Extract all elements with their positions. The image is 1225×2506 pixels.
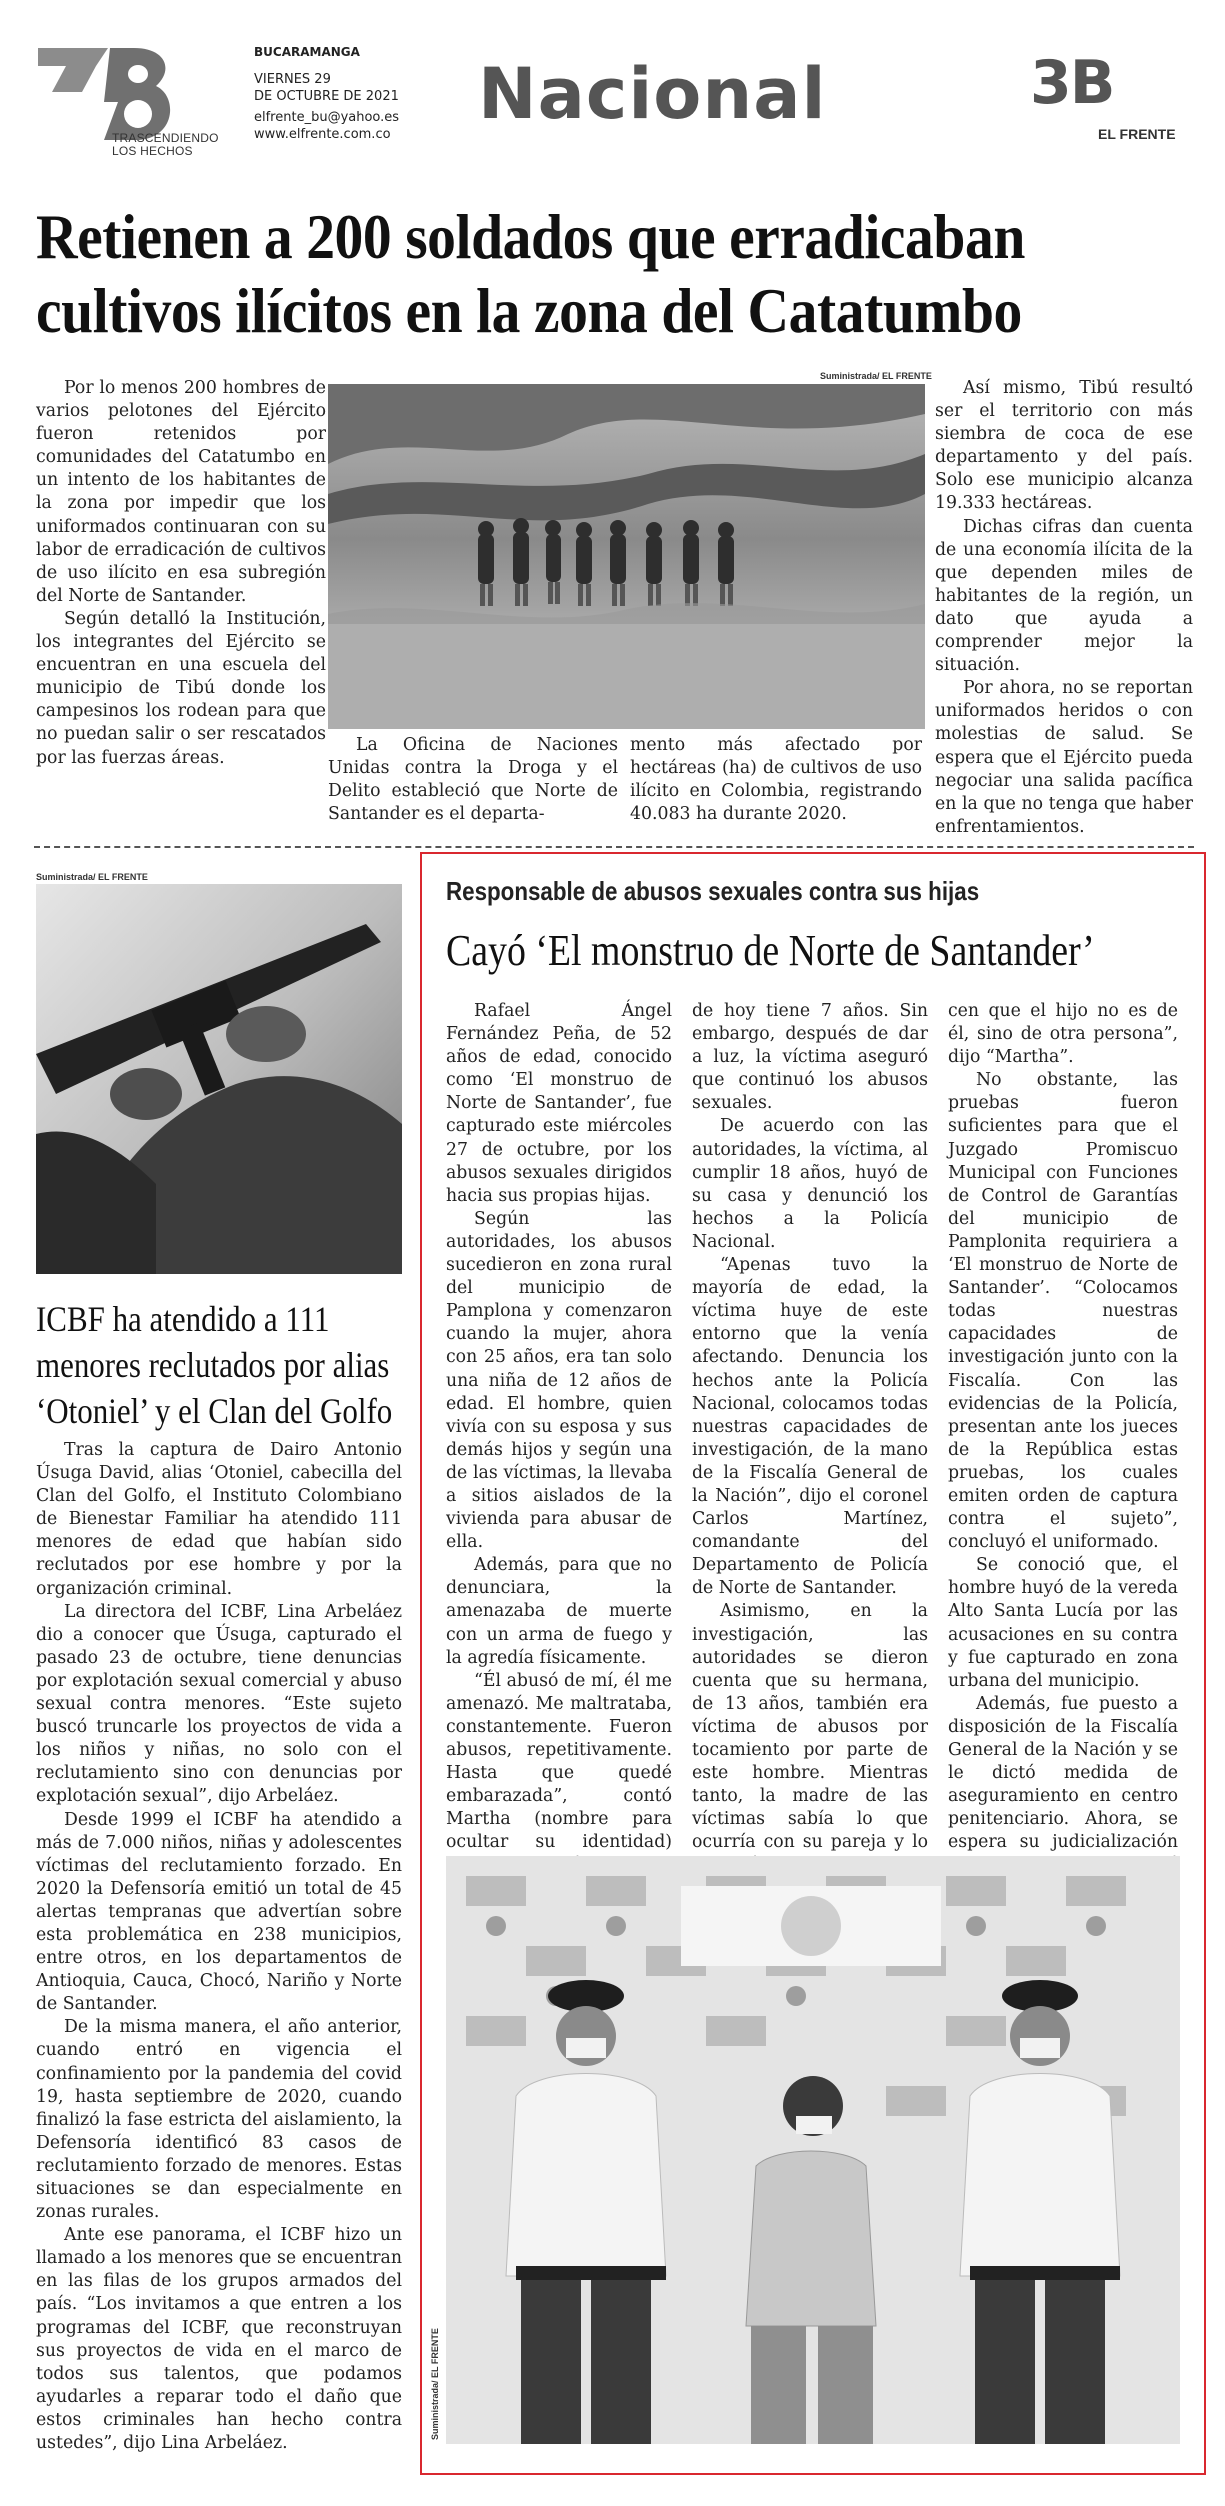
featured-paragraph: “Él abusó de mí, él me amenazó. Me maltrataba, constantemente. Fueron abusos, repetitivamente. Hasta que quedé embarazada”, contó Martha (nombre para ocultar su identidad) — [446, 1670, 672, 1853]
page-number: 3B — [1030, 48, 1114, 118]
featured-paragraph: Se conoció que, el hombre huyó de la vereda Alto Santa Lucía por las acusaciones en su contra y fue capturado en zona urbana del municipio. — [948, 1555, 1178, 1691]
logo-tagline: TRASCENDIENDO LOS HECHOS — [112, 131, 219, 158]
icbf-paragraph: De la misma manera, el año anterior, cuando entró en vigencia el confinamiento por la pandemia del covid 19, hasta septiembre de 2020, cuando finalizó la fase estricta del aislamiento, la Defensoría identificó 83 casos de reclutamiento forzado de menores. Estas situaciones se dan especialmente en zonas rurales. — [36, 2017, 402, 2223]
lead-photo-credit: Suministrada/ EL FRENTE — [820, 371, 932, 381]
caption-text: mento más afectado por hectáreas (ha) de cultivos de uso ilícito en Colombia, registrando 40.083 ha durante 2020. — [630, 735, 922, 825]
lead-paragraph: Según detalló la Institución, los integrantes del Ejército se encuentran en una escuela del municipio de Tibú donde los campesinos los rodean para que no puedan salir o ser rescatados por las fuerzas áreas. — [36, 608, 326, 768]
issue-date: DE OCTUBRE DE 2021 — [254, 89, 399, 104]
website: www.elfrente.com.co — [254, 127, 391, 142]
lead-paragraph: Dichas cifras dan cuenta de una economía ilícita de la que dependen miles de habitantes de la región, un dato que ayuda a comprender mejor la situación. — [935, 516, 1193, 676]
city-label: BUCARAMANGA — [254, 45, 360, 59]
lead-caption-a — [328, 734, 618, 826]
icbf-headline: ICBF ha atendido a 111 menores reclutados por alias ‘Otoniel’ y el Clan del Golfo — [36, 1299, 393, 1431]
featured-paragraph: de hoy tiene 7 años. Sin embargo, después de dar a luz, la víctima aseguró que continuó los abusos sexuales. — [692, 1001, 928, 1114]
featured-paragraph: Según las autoridades, los abusos sucedieron en zona rural del municipio de Pamplona y comenzaron cuando la mujer, ahora con 25 años, era tan solo una niña de 12 años de edad. El hombre, quien vivía con su esposa y sus demás hijos y según una de las víctimas, la llevaba a sitios aislados de la vivienda para abusar de ella. — [446, 1208, 672, 1553]
brand-label: EL FRENTE — [1098, 126, 1176, 142]
contact-email: elfrente_bu@yahoo.es — [254, 110, 400, 125]
icbf-body — [36, 1439, 402, 2455]
section-divider — [34, 846, 1194, 848]
featured-paragraph: Asimismo, en la investigación, las autoridades se dieron cuenta que su hermana, de 13 años, también era víctima de abusos por tocamiento por parte de este hombre. Mientras tanto, la madre de las víctimas sabía lo que ocurría con su pareja y lo — [692, 1601, 928, 1853]
lead-paragraph: Por lo menos 200 hombres de varios pelotones del Ejército fueron retenidos por comunidades del Catatumbo en un intento de los habitantes de la zona por impedir que los uniformados continuaran con su labor de erradicación de cultivos de uso ilícito en esa subregión del Norte de Santander. — [36, 378, 326, 606]
issue-meta — [254, 44, 399, 143]
lead-column-1 — [36, 377, 326, 770]
featured-headline: Cayó ‘El monstruo de Norte de Santander’ — [446, 926, 1095, 975]
arrest-photo-credit: Suministrada/ EL FRENTE — [430, 2328, 440, 2440]
icbf-paragraph: Tras la captura de Dairo Antonio Úsuga David, alias ‘Otoniel, cabecilla del Clan del Golfo, el Instituto Colombiano de Bienestar Familiar ha atendido 111 menores de edad que habían sido reclutados por ese hombre y por la organización criminal. — [36, 1440, 402, 1599]
issue-day: VIERNES 29 — [254, 72, 331, 87]
lead-column-3 — [935, 377, 1193, 839]
lead-paragraph: Por ahora, no se reportan uniformados heridos o con molestias de salud. Se espera que el Ejército pueda negociar una salida pacífica en la que no tenga que haber enfrentamientos. — [935, 678, 1193, 837]
icbf-paragraph: Ante ese panorama, el ICBF hizo un llamado a los menores que se encuentran en las filas de los grupos armados del país. “Los invitamos a que entren a los programas del ICBF, que reconstruyan sus proyectos de vida en el marco de todos sus talentos, que podamos ayudarles a reparar todo el daño que estos criminales han hecho contra ustedes”, dijo Lina Arbeláez. — [36, 2225, 402, 2454]
featured-paragraph: De acuerdo con las autoridades, la víctima, al cumplir 18 años, huyó de su casa y denunció los hechos a la Policía Nacional. — [692, 1116, 928, 1252]
caption-text: La Oficina de Naciones Unidas contra la Droga y el Delito estableció que Norte de Santander es el departa- — [328, 735, 618, 825]
soldiers-photo — [328, 384, 925, 729]
lead-caption-b — [630, 734, 922, 826]
rifle-photo — [36, 884, 402, 1274]
lead-headline: Retienen a 200 soldados que erradicaban cultivos ilícitos en la zona del Catatumbo — [36, 201, 1025, 346]
featured-kicker: Responsable de abusos sexuales contra sus hijas — [446, 876, 980, 906]
featured-paragraph: cen que el hijo no es de él, sino de otra persona”, dijo “Martha”. — [948, 1001, 1178, 1068]
lead-paragraph: Así mismo, Tibú resultó ser el territorio con más siembra de coca de ese departamento y del país. Solo ese municipio alcanza 19.333 hectáreas. — [935, 378, 1193, 514]
featured-paragraph: No obstante, las pruebas fueron suficientes para que el Juzgado Promiscuo Municipal con Funciones de Control de Garantías del municipio de Pamplonita requiriera a ‘El monstruo de Norte de Santander’. “Colocamos todas nuestras capacidades de investigación junto con la Fiscalía. Con las evidencias de la Policía, presentan ante los jueces de la República estas pruebas, los cuales emiten orden de captura contra el sujeto”, concluyó el uniformado. — [948, 1070, 1178, 1553]
arrest-photo — [446, 1856, 1180, 2444]
featured-paragraph: Rafael Ángel Fernández Peña, de 52 años de edad, conocido como ‘El monstruo de Norte de Santander’, fue capturado este miércoles 27 de octubre, por los abusos sexuales dirigidos hacia sus propias hijas. — [446, 1001, 672, 1206]
featured-paragraph: Además, para que no denunciara, la amenazaba de muerte con un arma de fuego y la agredía físicamente. — [446, 1555, 672, 1668]
icbf-photo-credit: Suministrada/ EL FRENTE — [36, 872, 148, 882]
section-title: Nacional — [478, 53, 827, 135]
featured-paragraph: “Apenas tuvo la mayoría de edad, la víctima huye de este entorno que la venía afectando. Denuncia los hechos ante la Policía Nacional, colocamos todas nuestras capacidades de investigación, de la mano de la Fiscalía General de la Nación”, dijo el coronel Carlos Martínez, comandante del Departamento de Policía de Norte de Santander. — [692, 1255, 928, 1599]
icbf-paragraph: La directora del ICBF, Lina Arbeláez dio a conocer que Úsuga, capturado el pasado 23 de octubre, tiene denuncias por explotación sexual comercial y abuso sexual contra menores. “Este sujeto buscó truncarle los proyectos de vida a los niños y niñas, no solo con el reclutamiento sino con denuncias por explotación sexual”, dijo Arbeláez. — [36, 1601, 402, 1807]
icbf-paragraph: Desde 1999 el ICBF ha atendido a más de 7.000 niños, niñas y adolescentes víctimas del reclutamiento forzado. En 2020 la Defensoría emitió un total de 45 alertas tempranas que advertían sobre esta problemática en 238 municipios, entre otros, en los departamentos de Antioquia, Cauca, Chocó, Nariño y Norte de Santander. — [36, 1809, 402, 2015]
featured-paragraph: Además, fue puesto a disposición de la Fiscalía General de la Nación y se le dictó medida de aseguramiento en centro penitenciario. Ahora, se espera su judicialización — [948, 1693, 1178, 1853]
